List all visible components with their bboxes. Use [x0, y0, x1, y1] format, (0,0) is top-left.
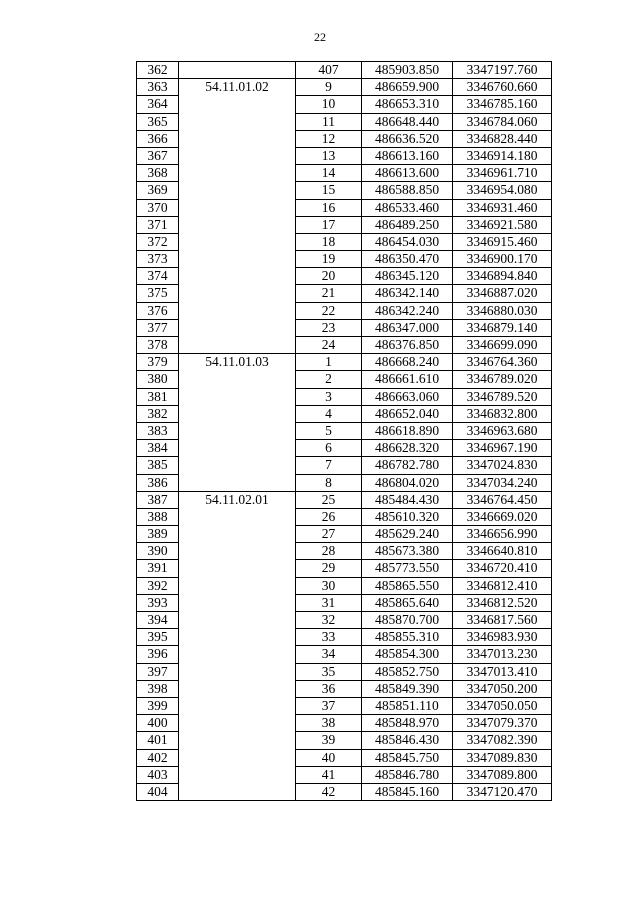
- y-coordinate-cell: 3346817.560: [453, 612, 552, 629]
- point-number-cell: 5: [296, 422, 362, 439]
- page-number: 22: [314, 30, 326, 44]
- table-row: [137, 354, 552, 371]
- point-number-cell: 16: [296, 199, 362, 216]
- y-coordinate-cell: 3347034.240: [453, 474, 552, 491]
- y-coordinate-cell: 3347024.830: [453, 457, 552, 474]
- row-number-cell: 364: [137, 96, 179, 113]
- x-coordinate-cell: 486613.600: [362, 165, 453, 182]
- point-number-cell: 12: [296, 130, 362, 147]
- row-number-cell: 392: [137, 577, 179, 594]
- row-number-cell: 378: [137, 337, 179, 354]
- y-coordinate-cell: 3347013.230: [453, 646, 552, 663]
- row-number-cell: 374: [137, 268, 179, 285]
- y-coordinate-cell: 3347120.470: [453, 783, 552, 800]
- row-number-cell: 382: [137, 405, 179, 422]
- row-number-cell: 366: [137, 130, 179, 147]
- x-coordinate-cell: 486533.460: [362, 199, 453, 216]
- y-coordinate-cell: 3347197.760: [453, 62, 552, 79]
- y-coordinate-cell: 3346764.450: [453, 491, 552, 508]
- point-number-cell: 14: [296, 165, 362, 182]
- point-number-cell: 2: [296, 371, 362, 388]
- x-coordinate-cell: 486659.900: [362, 79, 453, 96]
- point-number-cell: 9: [296, 79, 362, 96]
- point-number-cell: 30: [296, 577, 362, 594]
- x-coordinate-cell: 486652.040: [362, 405, 453, 422]
- y-coordinate-cell: 3347089.830: [453, 749, 552, 766]
- x-coordinate-cell: 485845.160: [362, 783, 453, 800]
- y-coordinate-cell: 3347079.370: [453, 715, 552, 732]
- y-coordinate-cell: 3346640.810: [453, 543, 552, 560]
- y-coordinate-cell: 3347050.200: [453, 680, 552, 697]
- row-number-cell: 397: [137, 663, 179, 680]
- y-coordinate-cell: 3346812.410: [453, 577, 552, 594]
- row-number-cell: 388: [137, 508, 179, 525]
- y-coordinate-cell: 3346879.140: [453, 319, 552, 336]
- row-number-cell: 394: [137, 612, 179, 629]
- row-number-cell: 387: [137, 491, 179, 508]
- row-number-cell: 403: [137, 766, 179, 783]
- x-coordinate-cell: 485610.320: [362, 508, 453, 525]
- y-coordinate-cell: 3346967.190: [453, 440, 552, 457]
- point-number-cell: 3: [296, 388, 362, 405]
- y-coordinate-cell: 3346760.660: [453, 79, 552, 96]
- row-number-cell: 377: [137, 319, 179, 336]
- row-number-cell: 404: [137, 783, 179, 800]
- row-number-cell: 367: [137, 147, 179, 164]
- y-coordinate-cell: 3346832.800: [453, 405, 552, 422]
- x-coordinate-cell: 485903.850: [362, 62, 453, 79]
- point-number-cell: 13: [296, 147, 362, 164]
- x-coordinate-cell: 485854.300: [362, 646, 453, 663]
- point-number-cell: 36: [296, 680, 362, 697]
- point-number-cell: 407: [296, 62, 362, 79]
- y-coordinate-cell: 3346699.090: [453, 337, 552, 354]
- row-number-cell: 375: [137, 285, 179, 302]
- row-number-cell: 368: [137, 165, 179, 182]
- point-number-cell: 24: [296, 337, 362, 354]
- x-coordinate-cell: 485865.640: [362, 594, 453, 611]
- y-coordinate-cell: 3346789.020: [453, 371, 552, 388]
- point-number-cell: 41: [296, 766, 362, 783]
- point-number-cell: 20: [296, 268, 362, 285]
- x-coordinate-cell: 486636.520: [362, 130, 453, 147]
- y-coordinate-cell: 3346954.080: [453, 182, 552, 199]
- point-number-cell: 40: [296, 749, 362, 766]
- y-coordinate-cell: 3346914.180: [453, 147, 552, 164]
- x-coordinate-cell: 486618.890: [362, 422, 453, 439]
- point-number-cell: 28: [296, 543, 362, 560]
- y-coordinate-cell: 3346921.580: [453, 216, 552, 233]
- y-coordinate-cell: 3346963.680: [453, 422, 552, 439]
- row-number-cell: 384: [137, 440, 179, 457]
- point-number-cell: 21: [296, 285, 362, 302]
- x-coordinate-cell: 486613.160: [362, 147, 453, 164]
- row-number-cell: 371: [137, 216, 179, 233]
- x-coordinate-cell: 485845.750: [362, 749, 453, 766]
- row-number-cell: 383: [137, 422, 179, 439]
- row-number-cell: 395: [137, 629, 179, 646]
- point-number-cell: 37: [296, 697, 362, 714]
- x-coordinate-cell: 486588.850: [362, 182, 453, 199]
- point-number-cell: 35: [296, 663, 362, 680]
- y-coordinate-cell: 3346828.440: [453, 130, 552, 147]
- x-coordinate-cell: 486342.240: [362, 302, 453, 319]
- row-number-cell: 402: [137, 749, 179, 766]
- point-number-cell: 19: [296, 251, 362, 268]
- x-coordinate-cell: 486489.250: [362, 216, 453, 233]
- y-coordinate-cell: 3347089.800: [453, 766, 552, 783]
- y-coordinate-cell: 3346720.410: [453, 560, 552, 577]
- point-number-cell: 29: [296, 560, 362, 577]
- row-number-cell: 380: [137, 371, 179, 388]
- x-coordinate-cell: 485673.380: [362, 543, 453, 560]
- y-coordinate-cell: 3346784.060: [453, 113, 552, 130]
- x-coordinate-cell: 485848.970: [362, 715, 453, 732]
- x-coordinate-cell: 486454.030: [362, 233, 453, 250]
- row-number-cell: 398: [137, 680, 179, 697]
- x-coordinate-cell: 485846.430: [362, 732, 453, 749]
- x-coordinate-cell: 486648.440: [362, 113, 453, 130]
- coordinates-table: [136, 61, 552, 801]
- point-number-cell: 18: [296, 233, 362, 250]
- row-number-cell: 365: [137, 113, 179, 130]
- table-row: [137, 62, 552, 79]
- row-number-cell: 401: [137, 732, 179, 749]
- y-coordinate-cell: 3347050.050: [453, 697, 552, 714]
- row-number-cell: 396: [137, 646, 179, 663]
- point-number-cell: 34: [296, 646, 362, 663]
- x-coordinate-cell: 486668.240: [362, 354, 453, 371]
- point-number-cell: 7: [296, 457, 362, 474]
- y-coordinate-cell: 3346900.170: [453, 251, 552, 268]
- x-coordinate-cell: 486628.320: [362, 440, 453, 457]
- point-number-cell: 8: [296, 474, 362, 491]
- row-number-cell: 400: [137, 715, 179, 732]
- x-coordinate-cell: 485865.550: [362, 577, 453, 594]
- x-coordinate-cell: 485849.390: [362, 680, 453, 697]
- row-number-cell: 362: [137, 62, 179, 79]
- point-number-cell: 4: [296, 405, 362, 422]
- point-number-cell: 6: [296, 440, 362, 457]
- x-coordinate-cell: 486661.610: [362, 371, 453, 388]
- x-coordinate-cell: 485484.430: [362, 491, 453, 508]
- point-number-cell: 17: [296, 216, 362, 233]
- point-number-cell: 10: [296, 96, 362, 113]
- point-number-cell: 26: [296, 508, 362, 525]
- row-number-cell: 381: [137, 388, 179, 405]
- y-coordinate-cell: 3346961.710: [453, 165, 552, 182]
- point-number-cell: 27: [296, 526, 362, 543]
- row-number-cell: 372: [137, 233, 179, 250]
- row-number-cell: 399: [137, 697, 179, 714]
- parcel-code-cell: [179, 62, 296, 79]
- point-number-cell: 15: [296, 182, 362, 199]
- y-coordinate-cell: 3346931.460: [453, 199, 552, 216]
- row-number-cell: 373: [137, 251, 179, 268]
- row-number-cell: 370: [137, 199, 179, 216]
- y-coordinate-cell: 3347013.410: [453, 663, 552, 680]
- point-number-cell: 31: [296, 594, 362, 611]
- y-coordinate-cell: 3346789.520: [453, 388, 552, 405]
- y-coordinate-cell: 3346887.020: [453, 285, 552, 302]
- row-number-cell: 391: [137, 560, 179, 577]
- point-number-cell: 32: [296, 612, 362, 629]
- x-coordinate-cell: 486350.470: [362, 251, 453, 268]
- parcel-code-cell: 54.11.01.02: [179, 79, 296, 354]
- x-coordinate-cell: 485852.750: [362, 663, 453, 680]
- x-coordinate-cell: 485855.310: [362, 629, 453, 646]
- x-coordinate-cell: 485870.700: [362, 612, 453, 629]
- y-coordinate-cell: 3346915.460: [453, 233, 552, 250]
- table-row: [137, 79, 552, 96]
- row-number-cell: 386: [137, 474, 179, 491]
- x-coordinate-cell: 486347.000: [362, 319, 453, 336]
- row-number-cell: 379: [137, 354, 179, 371]
- y-coordinate-cell: 3346785.160: [453, 96, 552, 113]
- x-coordinate-cell: 486804.020: [362, 474, 453, 491]
- point-number-cell: 22: [296, 302, 362, 319]
- y-coordinate-cell: 3346880.030: [453, 302, 552, 319]
- x-coordinate-cell: 485629.240: [362, 526, 453, 543]
- point-number-cell: 11: [296, 113, 362, 130]
- point-number-cell: 38: [296, 715, 362, 732]
- y-coordinate-cell: 3346894.840: [453, 268, 552, 285]
- row-number-cell: 393: [137, 594, 179, 611]
- coordinates-table-body: [137, 62, 552, 801]
- x-coordinate-cell: 485846.780: [362, 766, 453, 783]
- point-number-cell: 39: [296, 732, 362, 749]
- point-number-cell: 33: [296, 629, 362, 646]
- row-number-cell: 389: [137, 526, 179, 543]
- parcel-code-cell: 54.11.01.03: [179, 354, 296, 492]
- x-coordinate-cell: 486663.060: [362, 388, 453, 405]
- x-coordinate-cell: 485851.110: [362, 697, 453, 714]
- point-number-cell: 25: [296, 491, 362, 508]
- point-number-cell: 23: [296, 319, 362, 336]
- point-number-cell: 42: [296, 783, 362, 800]
- row-number-cell: 376: [137, 302, 179, 319]
- x-coordinate-cell: 486782.780: [362, 457, 453, 474]
- x-coordinate-cell: 486345.120: [362, 268, 453, 285]
- y-coordinate-cell: 3346656.990: [453, 526, 552, 543]
- row-number-cell: 363: [137, 79, 179, 96]
- x-coordinate-cell: 485773.550: [362, 560, 453, 577]
- parcel-code-cell: 54.11.02.01: [179, 491, 296, 800]
- row-number-cell: 385: [137, 457, 179, 474]
- point-number-cell: 1: [296, 354, 362, 371]
- y-coordinate-cell: 3346669.020: [453, 508, 552, 525]
- y-coordinate-cell: 3346983.930: [453, 629, 552, 646]
- x-coordinate-cell: 486376.850: [362, 337, 453, 354]
- y-coordinate-cell: 3347082.390: [453, 732, 552, 749]
- row-number-cell: 369: [137, 182, 179, 199]
- y-coordinate-cell: 3346764.360: [453, 354, 552, 371]
- x-coordinate-cell: 486653.310: [362, 96, 453, 113]
- table-row: [137, 491, 552, 508]
- row-number-cell: 390: [137, 543, 179, 560]
- y-coordinate-cell: 3346812.520: [453, 594, 552, 611]
- x-coordinate-cell: 486342.140: [362, 285, 453, 302]
